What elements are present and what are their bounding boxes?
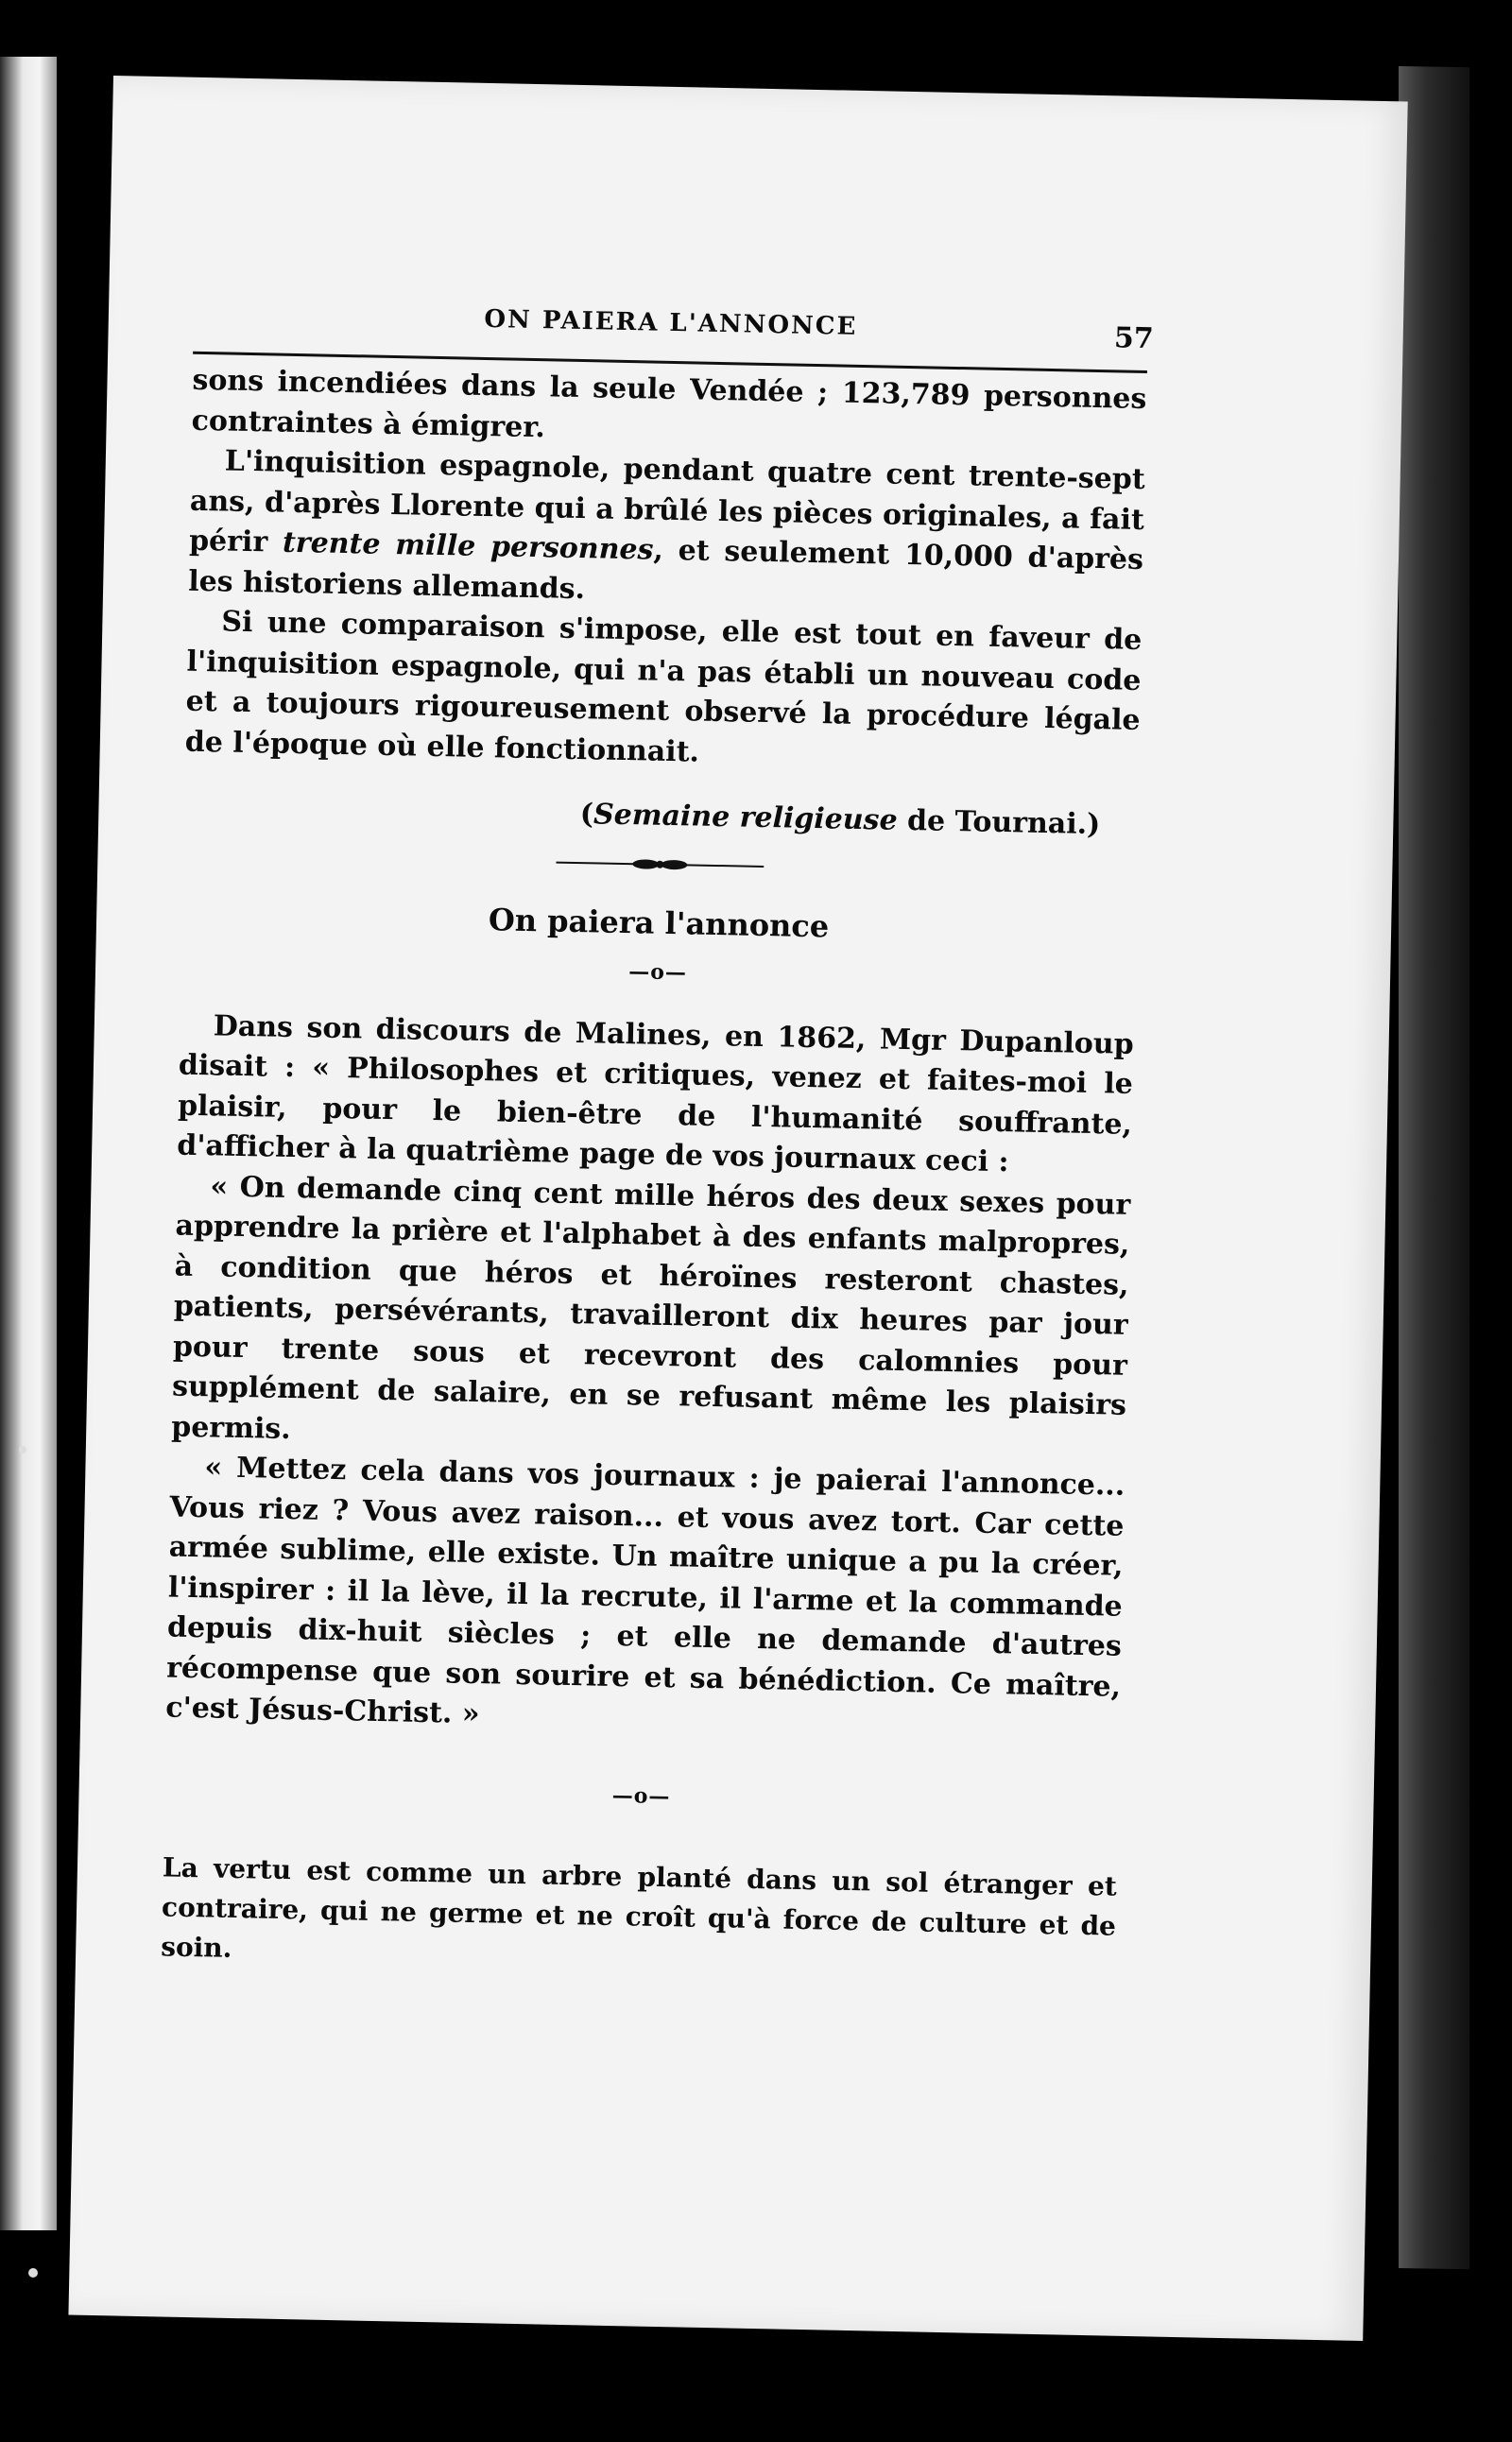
scan-speck: [28, 2268, 38, 2278]
section-title: On paiera l'annonce: [488, 901, 830, 944]
book-fore-edge: [1399, 66, 1469, 2269]
paragraph-comparison: Si une comparaison s'impose, elle est tout en faveur de l'inquisition espagnole, qui n'a pas établi un nouveau code et a toujours rigoureusement observé la procédure légale de l'époque où elle fonctionnait.: [184, 605, 1143, 769]
source-citation: [183, 787, 1139, 847]
paragraph-text: L'inquisition espagnole, pendant quatre cent trente-sept ans, d'après Llorente qui a brûlé les pièces originales, a fait périr: [188, 444, 1145, 559]
facing-page-edge: [0, 57, 57, 2230]
citation-publication: Semaine religieuse: [593, 798, 898, 837]
page-number: 57: [1113, 321, 1154, 356]
end-separator: —o—: [611, 1782, 671, 1809]
book-page: [68, 76, 1407, 2341]
scan-speck: [1467, 8, 1476, 17]
maxim-text: La vertu est comme un arbre planté dans un sol étranger et contraire, qui ne germe et ne croît qu'à force de culture et de soin.: [160, 1851, 1118, 1964]
running-head-title: ON PAIERA L'ANNONCE: [484, 304, 858, 341]
paragraph-text: , et seulement 10,000 d'après les historiens allemands.: [187, 533, 1144, 606]
citation-paren: (: [579, 798, 594, 832]
paragraph-continuation: sons incendiées dans la seule Vendée ; 123,789 personnes contraintes à émigrer.: [191, 363, 1147, 444]
ornament-divider: [556, 851, 764, 876]
paragraph-quote-advert: « On demande cinq cent mille héros des deux sexes pour apprendre la prière et l'alphabet à des enfants malpropres, à condition que héros et héroïnes resteront chastes, patients, persévérants, travailleront dix heures par jour pour trente sous et recevront des calomnies pour supplément de salaire, en se refusant même les plaisirs permis.: [170, 1169, 1131, 1446]
paragraph-dupanloup: Dans son discours de Malines, en 1862, Mgr Dupanloup disait : « Philosophes et critiques, venez et faites-moi le plaisir, pour le bien-être de l'humanité souffrante, d'afficher à la quatrième page de vos journaux ceci :: [176, 1008, 1134, 1179]
section-separator: —o—: [627, 959, 688, 986]
paragraph-quote-closing: « Mettez cela dans vos journaux : je paierai l'annonce... Vous riez ? Vous avez raison... et vous avez tort. Car cette armée sublime, elle existe. Un maître unique a pu la créer, l'inspirer : il la lève, il la recrute, il l'arme et la commande depuis dix-huit siècles ; et elle ne demande d'autres récompense que son sourire et sa bénédiction. Ce maître, c'est Jésus-Christ. »: [164, 1451, 1125, 1731]
citation-place: de Tournai.): [897, 803, 1101, 842]
scan-speck: [19, 1446, 26, 1453]
page-body: [161, 361, 1147, 1986]
italic-phrase: trente mille personnes: [282, 525, 654, 567]
paragraph-inquisition: [188, 441, 1145, 621]
